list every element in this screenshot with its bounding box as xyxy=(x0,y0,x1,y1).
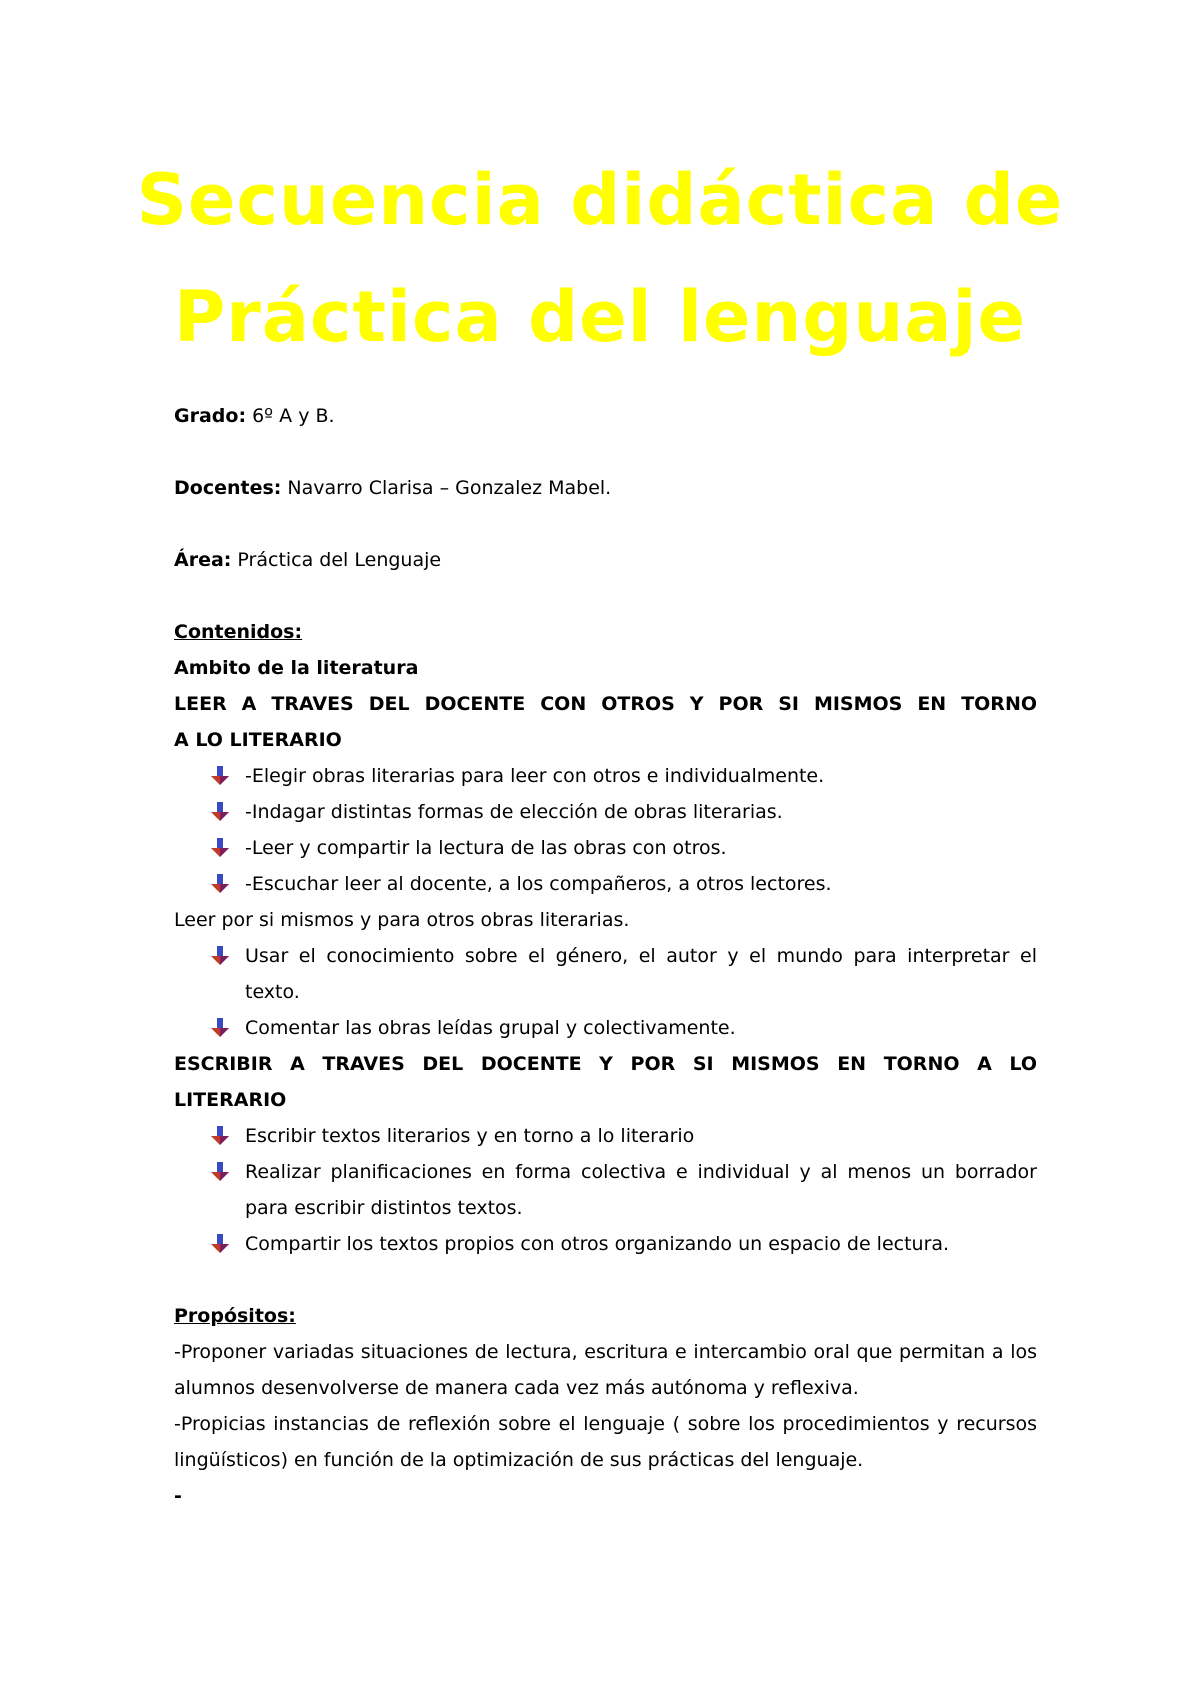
list-item: -Indagar distintas formas de elección de obras literarias. xyxy=(174,794,1037,830)
arrow-down-bullet-icon xyxy=(211,874,229,894)
escribir-heading-line-1: ESCRIBIR A TRAVES DEL DOCENTE Y POR SI MISMOS EN TORNO A LO xyxy=(174,1053,1037,1075)
list-item: Escribir textos literarios y en torno a lo literario xyxy=(174,1118,1037,1154)
list-item: -Leer y compartir la lectura de las obras con otros. xyxy=(174,830,1037,866)
arrow-down-bullet-icon xyxy=(211,1018,229,1038)
list-item: Realizar planificaciones en forma colectiva e individual y al menos un borrador para escribir distintos textos. xyxy=(174,1154,1037,1226)
arrow-down-bullet-icon xyxy=(211,838,229,858)
leer-heading-line-1: LEER A TRAVES DEL DOCENTE CON OTROS Y POR SI MISMOS EN TORNO xyxy=(174,693,1037,715)
docentes-value: Navarro Clarisa – Gonzalez Mabel. xyxy=(281,477,612,499)
leer-heading-line-2: A LO LITERARIO xyxy=(174,729,342,751)
docentes-field xyxy=(174,470,1037,506)
title-line-1: Secuencia didáctica de xyxy=(136,159,1064,241)
arrow-down-bullet-icon xyxy=(211,802,229,822)
propositos-heading: Propósitos: xyxy=(174,1305,296,1327)
arrow-down-bullet-icon xyxy=(211,1162,229,1182)
leer-solos-line: Leer por si mismos y para otros obras literarias. xyxy=(174,909,630,931)
docentes-label: Docentes: xyxy=(174,477,282,499)
list-item: -Elegir obras literarias para leer con otros e individualmente. xyxy=(174,758,1037,794)
solos-list xyxy=(174,938,1037,1046)
document-body xyxy=(174,398,1037,1514)
title-line-2: Práctica del lenguaje xyxy=(173,276,1026,358)
leer-list xyxy=(174,758,1037,902)
area-label: Área: xyxy=(174,549,232,571)
ambito-heading: Ambito de la literatura xyxy=(174,657,419,679)
arrow-down-bullet-icon xyxy=(211,946,229,966)
list-item: Comentar las obras leídas grupal y colectivamente. xyxy=(174,1010,1037,1046)
list-item: Usar el conocimiento sobre el género, el autor y el mundo para interpretar el texto. xyxy=(174,938,1037,1010)
arrow-down-bullet-icon xyxy=(211,1234,229,1254)
area-value: Práctica del Lenguaje xyxy=(231,549,442,571)
area-field xyxy=(174,542,1037,578)
trailing-dash: - xyxy=(174,1485,182,1507)
arrow-down-bullet-icon xyxy=(211,1126,229,1146)
grado-label: Grado: xyxy=(174,405,247,427)
escribir-heading-line-2: LITERARIO xyxy=(174,1089,287,1111)
proposito-item: -Proponer variadas situaciones de lectura, escritura e intercambio oral que permitan a los alumnos desenvolverse de manera cada vez más autónoma y reflexiva. xyxy=(174,1341,1037,1399)
proposito-item: -Propicias instancias de reflexión sobre el lenguaje ( sobre los procedimientos y recursos lingüísticos) en función de la optimización de sus prácticas del lenguaje. xyxy=(174,1413,1037,1471)
grado-field xyxy=(174,398,1037,434)
grado-value: 6º A y B. xyxy=(246,405,335,427)
list-item: Compartir los textos propios con otros organizando un espacio de lectura. xyxy=(174,1226,1037,1262)
list-item: -Escuchar leer al docente, a los compañeros, a otros lectores. xyxy=(174,866,1037,902)
contenidos-heading: Contenidos: xyxy=(174,621,303,643)
arrow-down-bullet-icon xyxy=(211,766,229,786)
escribir-list xyxy=(174,1118,1037,1262)
